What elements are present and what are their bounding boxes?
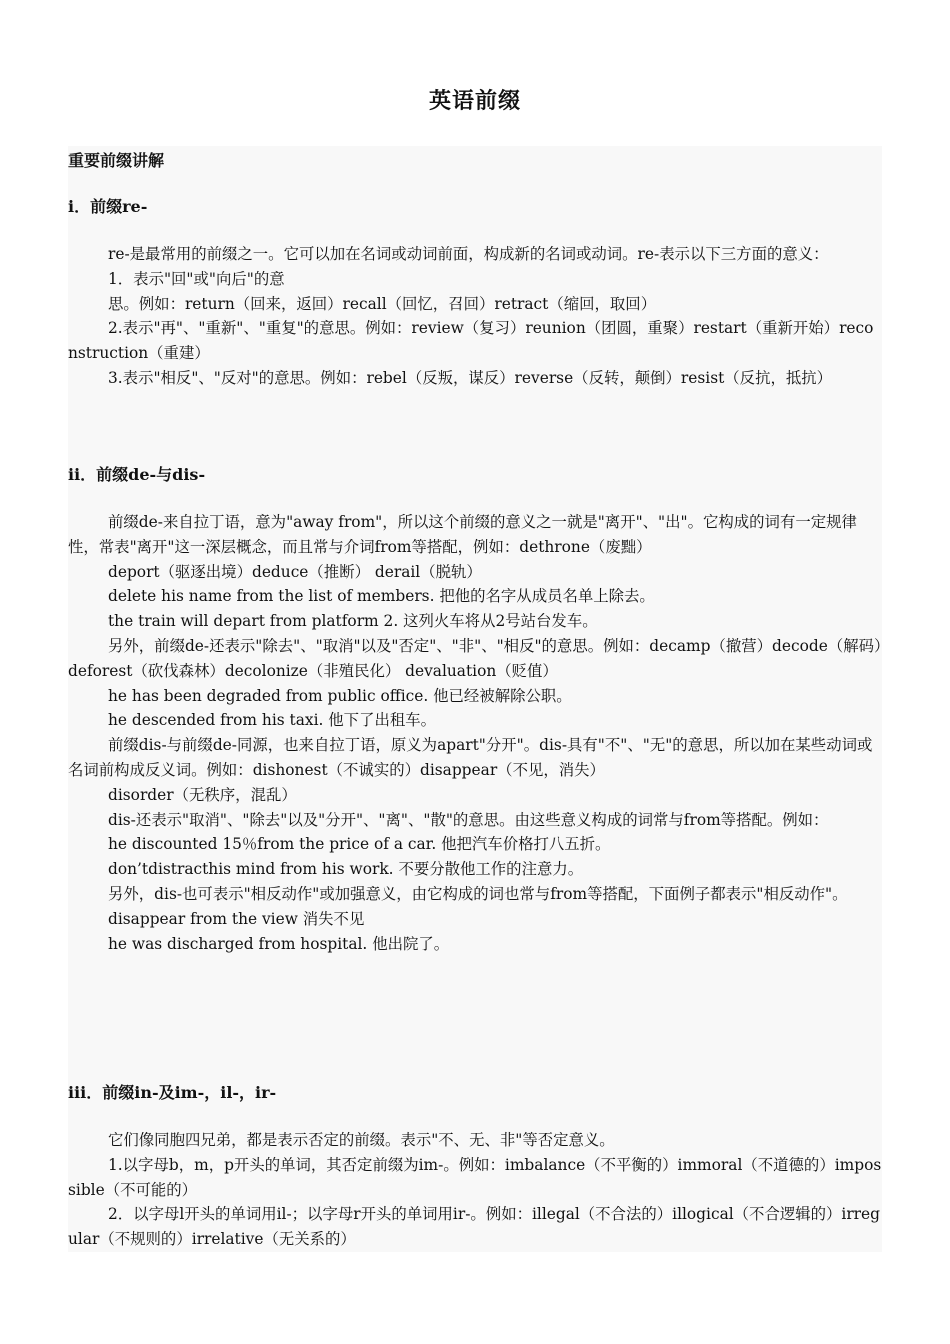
section-body-re <box>68 242 882 391</box>
section-heading-re: ⅰ．前缀re- <box>68 197 148 216</box>
paragraph: 2．以字母l开头的单词用il-；以字母r开头的单词用ir-。例如：illegal（不合法的）illogical（不合逻辑的）irregular（不规则的）irrelative（无关系的） <box>68 1205 880 1249</box>
paragraph: disorder（无秩序，混乱） <box>108 785 297 804</box>
paragraph: delete his name from the list of members. 把他的名字从成员名单上除去。 <box>108 587 655 606</box>
main-heading: 重要前缀讲解 <box>68 151 165 170</box>
paragraph: the train will depart from platform 2. 这列火车将从2号站台发车。 <box>108 612 598 631</box>
section-heading-de-dis: ⅱ．前缀de-与dis- <box>68 465 206 484</box>
paragraph: 1．表示"回"或"向后"的意 <box>108 269 285 288</box>
paragraph: he was discharged from hospital. 他出院了。 <box>108 934 450 953</box>
paragraph: he discounted 15％from the price of a car. 他把汽车价格打八五折。 <box>108 835 611 854</box>
paragraph: 另外，前缀de-还表示"除去"、"取消"以及"否定"、"非"、"相反"的意思。例如：decamp（撤营）decode（解码）deforest（砍伐森林）decolonize（非殖民化） devaluation（贬值） <box>68 636 882 680</box>
paragraph: 前缀dis-与前缀de-同源，也来自拉丁语，原义为apart"分开"。dis-具有"不"、"无"的意思，所以加在某些动词或名词前构成反义词。例如：dishonest（不诚实的）disappear（不见，消失） <box>68 736 873 779</box>
paragraph: he has been degraded from public office. 他已经被解除公职。 <box>108 686 572 705</box>
paragraph: 2.表示"再"、"重新"、"重复"的意思。例如：review（复习）reunion（团圆，重聚）restart（重新开始）reconstruction（重建） <box>68 319 874 363</box>
paragraph: dis-还表示"取消"、"除去"以及"分开"、"离"、"散"的意思。由这些意义构成的词常与from等搭配。例如： <box>108 810 829 829</box>
section-heading-in: ⅲ．前缀in-及im-，il-，ir- <box>68 1083 277 1102</box>
paragraph: disappear from the view 消失不见 <box>108 909 365 928</box>
paragraph: 3.表示"相反"、"反对"的意思。例如：rebel（反叛，谋反）reverse（反转，颠倒）resist（反抗，抵抗） <box>108 368 833 387</box>
paragraph: 思。例如：return（回来，返回）recall（回忆，召回）retract（缩回，取回） <box>108 294 657 313</box>
paragraph: 前缀de-来自拉丁语，意为"away from"，所以这个前缀的意义之一就是"离开"、"出"。它构成的词有一定规律性，常表"离开"这一深层概念，而且常与介词from等搭配，例如：dethrone（废黜） <box>68 513 857 556</box>
section-body-in <box>68 1128 882 1252</box>
section-body-de-dis <box>68 510 882 956</box>
paragraph: he descended from his taxi. 他下了出租车。 <box>108 711 437 730</box>
paragraph: 1.以字母b，m，p开头的单词，其否定前缀为im-。例如：imbalance（不平衡的）immoral（不道德的）impossible（不可能的） <box>68 1155 882 1199</box>
paragraph: don’tdistracthis mind from his work. 不要分散他工作的注意力。 <box>108 860 584 879</box>
document-body <box>68 146 882 1252</box>
paragraph: deport（驱逐出境）deduce（推断） derail（脱轨） <box>108 562 482 581</box>
paragraph: 另外，dis-也可表示"相反动作"或加强意义，由它构成的词也常与from等搭配，下面例子都表示"相反动作"。 <box>108 884 848 903</box>
paragraph: 它们像同胞四兄弟，都是表示否定的前缀。表示"不、无、非"等否定意义。 <box>108 1131 615 1149</box>
document-title: 英语前缀 <box>428 88 521 114</box>
paragraph: re-是最常用的前缀之一。它可以加在名词或动词前面，构成新的名词或动词。re-表示以下三方面的意义： <box>108 245 829 263</box>
